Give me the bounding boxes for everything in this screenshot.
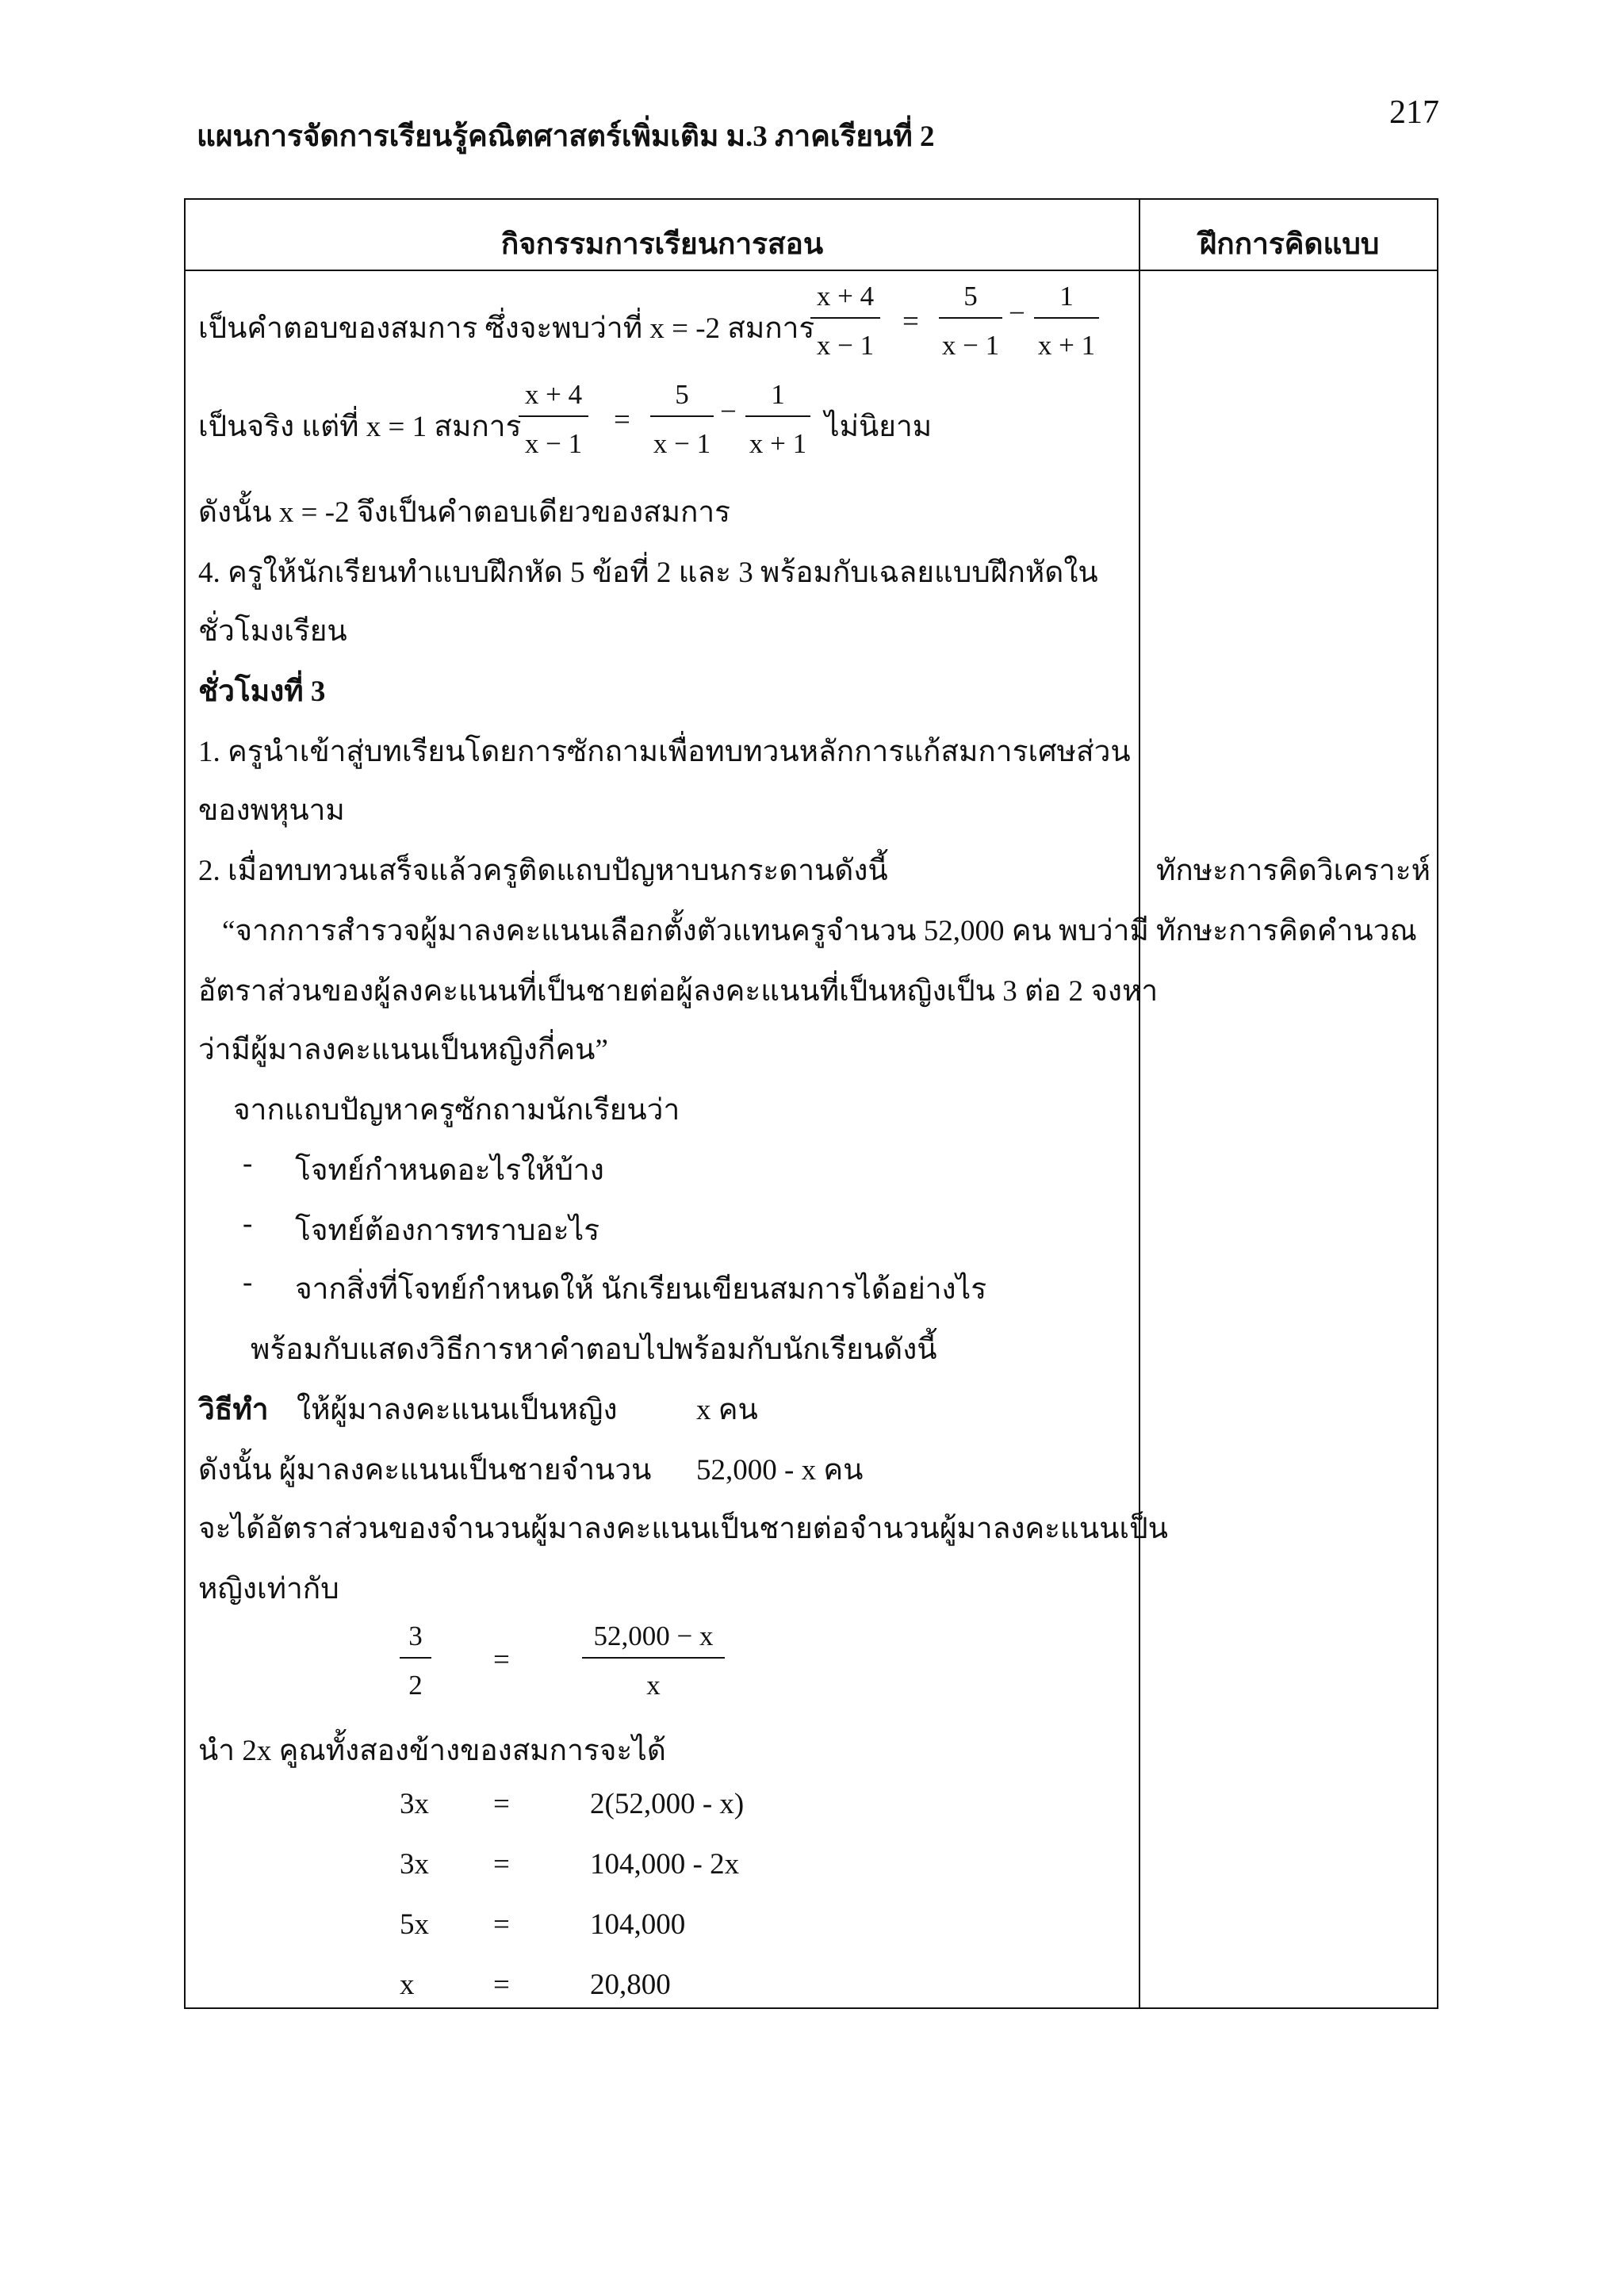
fraction-term2 — [1034, 281, 1099, 362]
denominator: x − 1 — [524, 428, 583, 459]
document-header: แผนการจัดการเรียนรู้คณิตศาสตร์เพิ่มเติม ม.3 ภาคเรียนที่ 2 — [197, 121, 935, 153]
text-line: 2. เมื่อทบทวนเสร็จแล้วครูติดแถบปัญหาบนกระดานดังนี้ — [198, 855, 888, 887]
bullet: - — [243, 1266, 253, 1299]
ratio-fraction-left — [400, 1621, 431, 1701]
question-line: โจทย์ต้องการทราบอะไร — [295, 1215, 600, 1247]
step-lhs: 3x — [400, 1788, 429, 1820]
step-lhs: x — [400, 1969, 415, 2001]
page-number: 217 — [1389, 94, 1439, 131]
denominator: x + 1 — [749, 428, 807, 459]
text-line: ว่ามีผู้มาลงคะแนนเป็นหญิงกี่คน” — [198, 1034, 608, 1066]
step-equals: = — [493, 1848, 510, 1881]
denominator: x − 1 — [816, 330, 875, 361]
text-line: จะได้อัตราส่วนของจำนวนผู้มาลงคะแนนเป็นชายต่อจำนวนผู้มาลงคะแนนเป็น — [198, 1513, 1168, 1545]
bullet: - — [243, 1147, 253, 1180]
denominator: x − 1 — [941, 330, 1000, 361]
step-rhs: 104,000 — [590, 1908, 686, 1941]
denominator: x — [646, 1670, 661, 1701]
minus-sign: − — [1009, 297, 1025, 330]
denominator: x + 1 — [1037, 330, 1096, 361]
numerator: x + 4 — [519, 379, 588, 417]
step-rhs: 2(52,000 - x) — [590, 1788, 745, 1820]
text-line: หญิงเท่ากับ — [198, 1573, 339, 1605]
text-line: x คน — [696, 1394, 758, 1426]
minus-sign: − — [720, 396, 737, 428]
ratio-fraction-right — [582, 1621, 725, 1701]
text-line: พร้อมกับแสดงวิธีการหาคำตอบไปพร้อมกับนักเรียนดังนี้ — [251, 1334, 937, 1366]
text-line: 4. ครูให้นักเรียนทำแบบฝึกหัด 5 ข้อที่ 2 และ 3 พร้อมกับเฉลยแบบฝึกหัดใน — [198, 557, 1098, 589]
step-lhs: 3x — [400, 1848, 429, 1881]
text-line: ให้ผู้มาลงคะแนนเป็นหญิง — [297, 1394, 618, 1426]
text-line: เป็นจริง แต่ที่ x = 1 สมการ — [198, 411, 522, 443]
skill-item: ทักษะการคิดคำนวณ — [1156, 915, 1417, 947]
header-divider — [186, 270, 1437, 271]
numerator: 5 — [939, 281, 1002, 319]
solution-label: วิธีทำ — [198, 1394, 269, 1426]
text-line: “จากการสำรวจผู้มาลงคะแนนเลือกตั้งตัวแทนครูจำนวน 52,000 คน พบว่ามี — [222, 915, 1149, 947]
fraction-lhs — [810, 281, 880, 362]
text-line: ของพหุนาม — [198, 794, 345, 827]
numerator: 5 — [650, 379, 714, 417]
numerator: 3 — [400, 1621, 431, 1659]
text-line: ดังนั้น x = -2 จึงเป็นคำตอบเดียวของสมการ — [198, 496, 731, 529]
step-rhs: 104,000 - 2x — [590, 1848, 740, 1881]
fraction-lhs — [519, 379, 588, 460]
text-line: ไม่นิยาม — [825, 411, 933, 443]
fraction-term2 — [745, 379, 810, 460]
column-divider — [1139, 200, 1140, 2007]
equals-sign: = — [902, 305, 919, 338]
text-line: 52,000 - x คน — [696, 1454, 864, 1487]
denominator: x − 1 — [653, 428, 711, 459]
step-lhs: 5x — [400, 1908, 429, 1941]
column-header-activities: กิจกรรมการเรียนการสอน — [500, 228, 824, 261]
numerator: 1 — [1034, 281, 1099, 319]
text-line: จากแถบปัญหาครูซักถามนักเรียนว่า — [233, 1094, 680, 1127]
question-line: จากสิ่งที่โจทย์กำหนดให้ นักเรียนเขียนสมการได้อย่างไร — [295, 1273, 987, 1306]
step-equals: = — [493, 1788, 510, 1820]
step-equals: = — [493, 1908, 510, 1941]
fraction-term1 — [939, 281, 1002, 362]
text-line: ชั่วโมงเรียน — [198, 615, 347, 648]
denominator: 2 — [408, 1670, 423, 1701]
step-equals: = — [493, 1969, 510, 2001]
step-rhs: 20,800 — [590, 1969, 671, 2001]
skill-item: ทักษะการคิดวิเคราะห์ — [1156, 855, 1431, 887]
text-line: ดังนั้น ผู้มาลงคะแนนเป็นชายจำนวน — [198, 1454, 652, 1487]
text-line: อัตราส่วนของผู้ลงคะแนนที่เป็นชายต่อผู้ลงคะแนนที่เป็นหญิงเป็น 3 ต่อ 2 จงหา — [198, 975, 1159, 1008]
numerator: x + 4 — [810, 281, 880, 319]
numerator: 52,000 − x — [582, 1621, 725, 1659]
text-line: นำ 2x คูณทั้งสองข้างของสมการจะได้ — [198, 1735, 666, 1767]
text-line: เป็นคำตอบของสมการ ซึ่งจะพบว่าที่ x = -2 สมการ — [198, 312, 815, 345]
equals-sign: = — [614, 404, 630, 436]
equals-sign: = — [493, 1644, 510, 1676]
lesson-table — [184, 198, 1438, 2009]
column-header-thinking: ฝึกการคิดแบบ — [1199, 228, 1380, 261]
numerator: 1 — [745, 379, 810, 417]
bullet: - — [243, 1207, 253, 1240]
text-line: 1. ครูนำเข้าสู่บทเรียนโดยการซักถามเพื่อทบทวนหลักการแก้สมการเศษส่วน — [198, 736, 1131, 768]
section-heading: ชั่วโมงที่ 3 — [198, 675, 326, 708]
question-line: โจทย์กำหนดอะไรให้บ้าง — [295, 1154, 604, 1187]
fraction-term1 — [650, 379, 714, 460]
